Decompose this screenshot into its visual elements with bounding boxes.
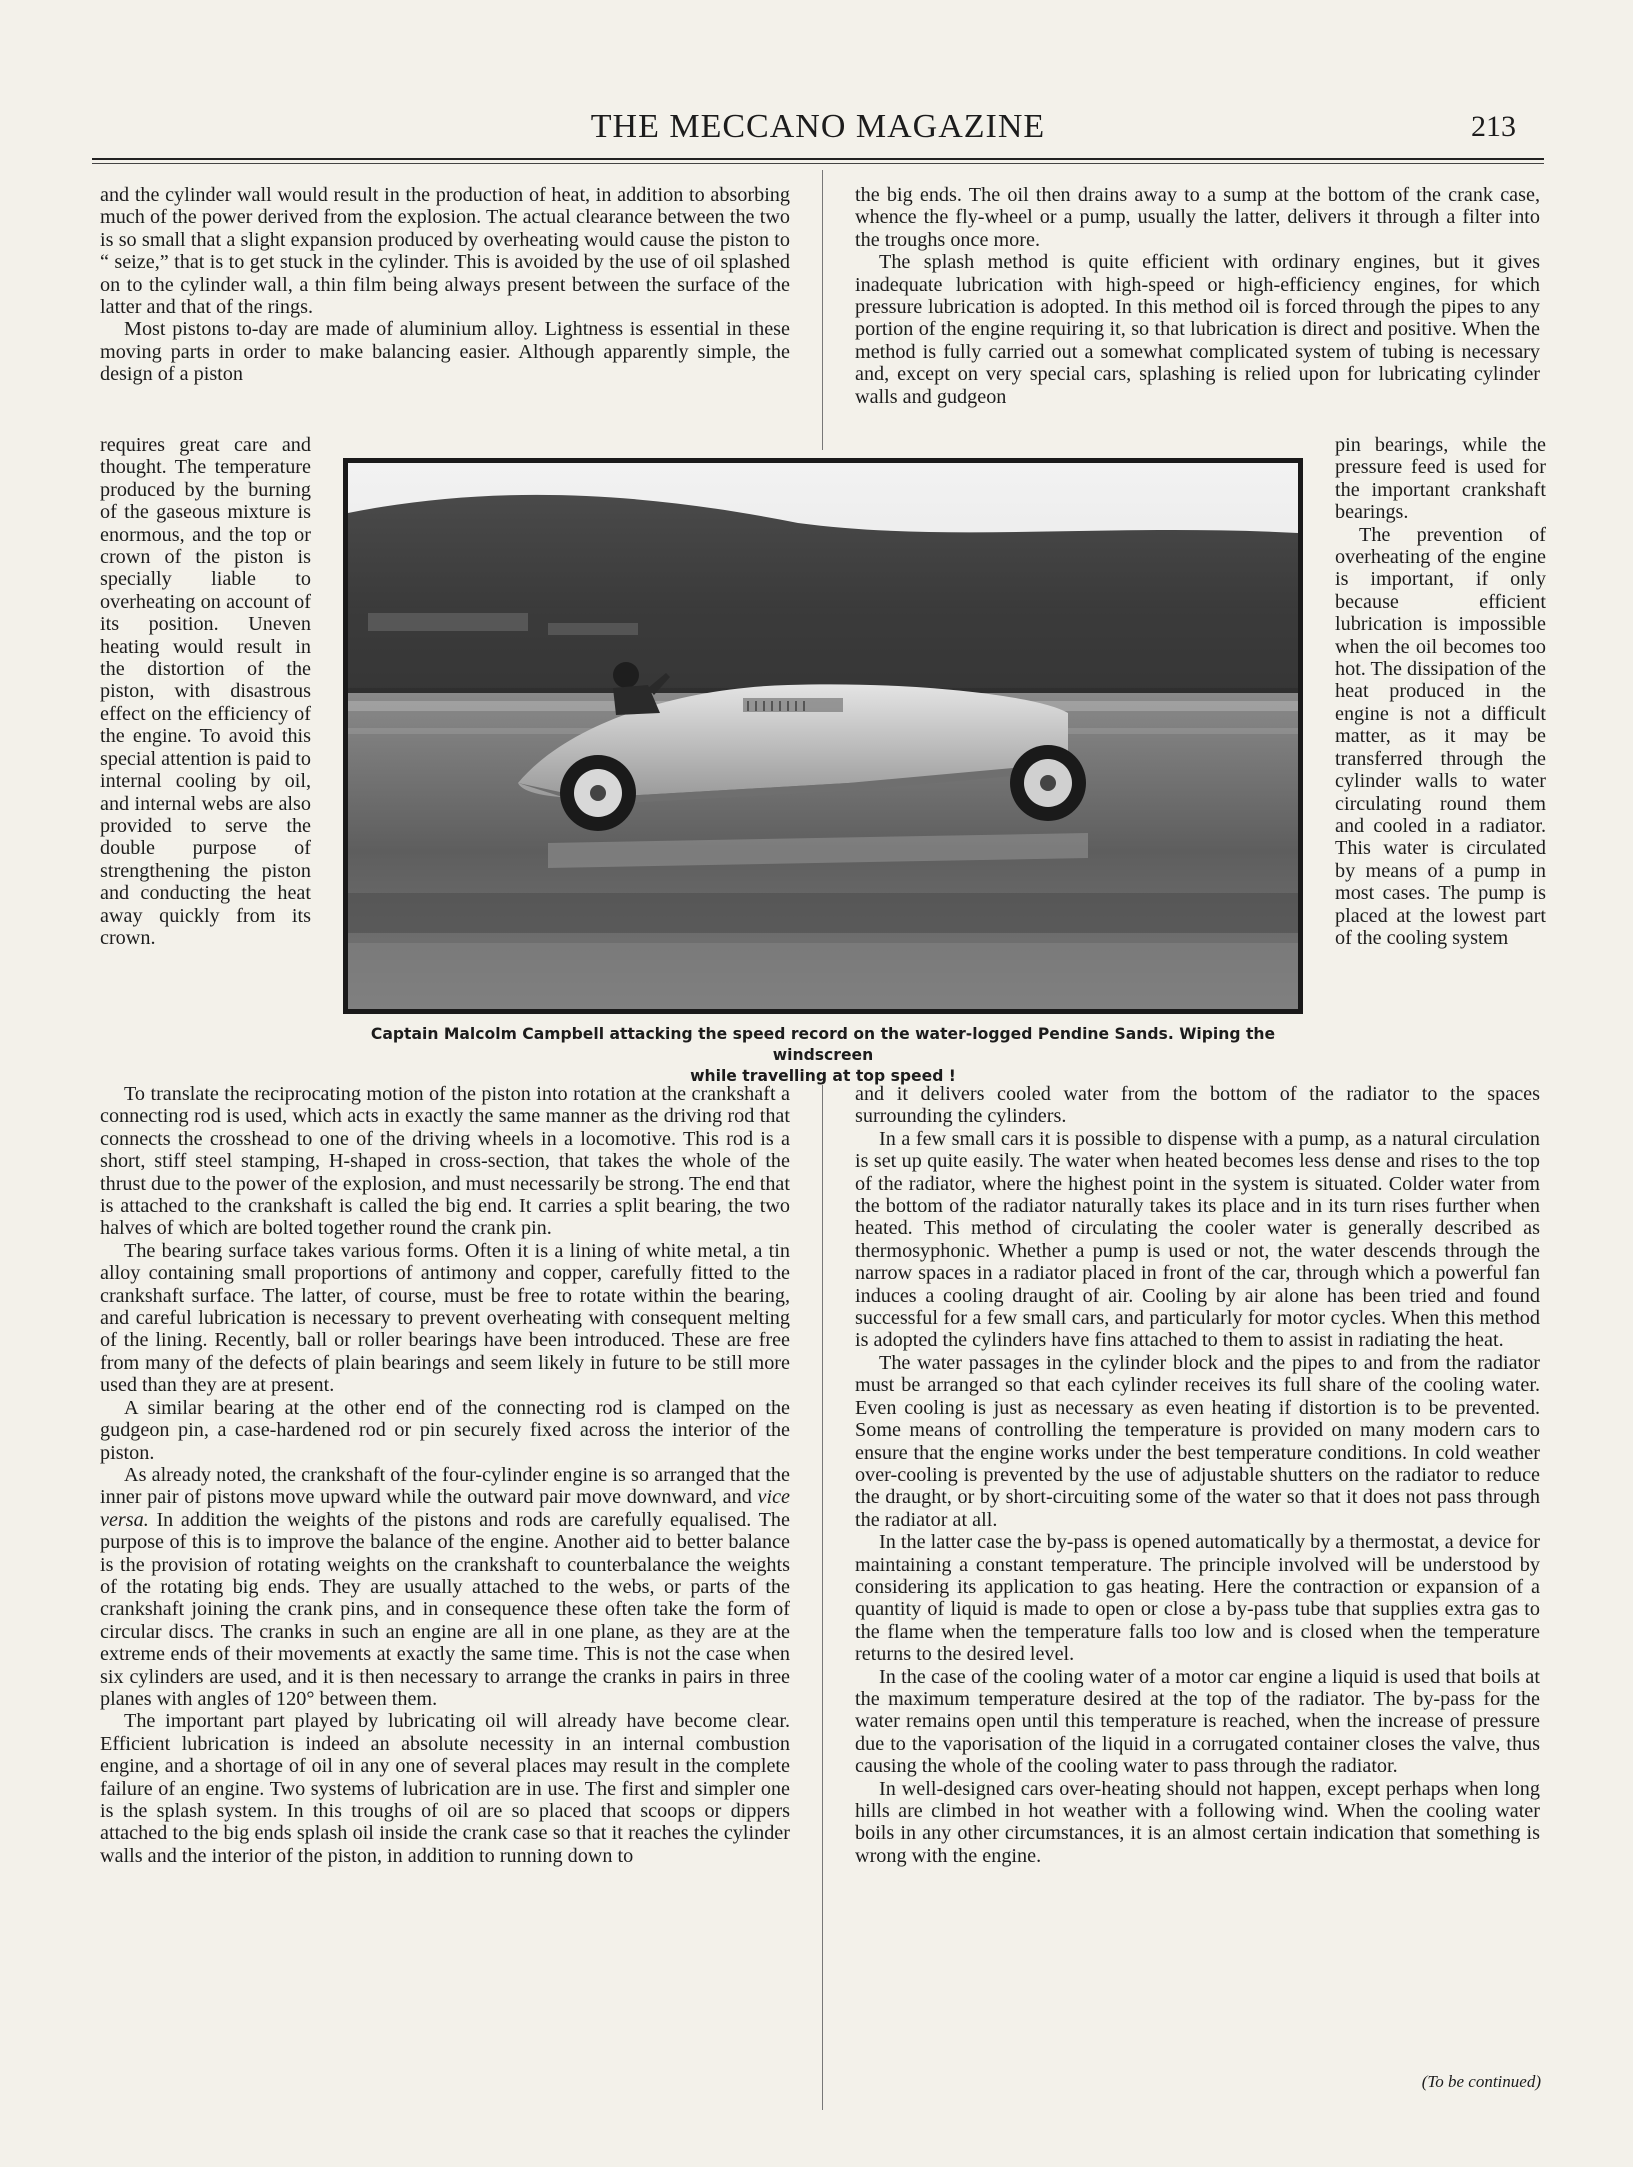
paragraph: The important part played by lubricating oil will already have become clear. Efficient lubrication is indeed an absolute necessity in an internal combustion engine, and a shortage of oil in any one of several places may result in the complete failure of an engine. Two systems of lubrication are in use. The first and simpler one is the splash system. In this troughs of oil are so placed that scoops or dippers attached to the big ends splash oil inside the crank case so that it reaches the cylinder walls and the interior of the piston, in addition to running down to — [100, 1710, 790, 1867]
left-column-narrow — [100, 434, 311, 949]
paragraph: the big ends. The oil then drains away to a sump at the bottom of the crank case, whence the fly-wheel or a pump, usually the latter, delivers it through a filter into the troughs once more. — [855, 184, 1540, 251]
paragraph: pin bearings, while the pressure feed is used for the important crankshaft bearings. — [1335, 434, 1546, 524]
right-column-top — [855, 184, 1540, 408]
right-column-bottom — [855, 1083, 1540, 1867]
paragraph: To translate the reciprocating motion of the piston into rotation at the crankshaft a connecting rod is used, which acts in exactly the same manner as the driving rod that connects the crosshead to one of the driving wheels in a locomotive. This rod is a short, stiff steel stamping, H-shaped in cross-section, that takes the whole of the thrust due to the power of the explosion, and must necessarily be strong. The end that is attached to the crankshaft is called the big end. It carries a split bearing, the two halves of which are bolted together round the crank pin. — [100, 1083, 790, 1240]
page-number: 213 — [1471, 110, 1516, 143]
paragraph: The water passages in the cylinder block and the pipes to and from the radiator must be arranged so that each cylinder receives its full share of the cooling water. Even cooling is just as necessary as even heating if distortion is to be prevented. Some means of controlling the temperature is provided on many modern cars to ensure that the engine works under the best temperature conditions. In cold weather over-cooling is prevented by the use of adjustable shutters on the radiator to reduce the draught, or by short-circuiting some of the water so that it does not pass through the radiator at all. — [855, 1351, 1540, 1531]
caption-line: Captain Malcolm Campbell attacking the speed record on the water-logged Pendine Sands. Wiping the windscreen — [370, 1025, 1276, 1064]
paragraph: The prevention of overheating of the engine is important, if only because efficient lubrication is impossible when the oil becomes too hot. The dissipation of the heat produced in the engine is not a difficult matter, as it may be transferred through the cylinder walls to water circulating round them and cooled in a radiator. This water is circulated by means of a pump in most cases. The pump is placed at the lowest part of the cooling system — [1335, 523, 1547, 949]
paragraph: The bearing surface takes various forms. Often it is a lining of white metal, a tin alloy containing small proportions of antimony and copper, carefully fitted to the crankshaft surface. The latter, of course, must be free to rotate within the bearing, and careful lubrication is necessary to prevent overheating with consequent melting of the lining. Recently, ball or roller bearings have been introduced. These are free from many of the defects of plain bearings and seem likely in future to be still more used than they are at present. — [100, 1239, 790, 1397]
paragraph: The splash method is quite efficient with ordinary engines, but it gives inadequate lubrication with high-speed or high-efficiency engines, for which pressure lubrication is adopted. In this method oil is forced through the pipes to any portion of the engine requiring it, so that lubrication is direct and positive. When the method is fully carried out a somewhat complicated system of tubing is necessary and, except on very special cars, splashing is relied upon for lubricating cylinder walls and gudgeon — [855, 251, 1540, 408]
header-rule — [92, 158, 1544, 160]
right-column-narrow — [1335, 434, 1546, 949]
caption-line: while travelling at top speed ! — [690, 1067, 956, 1085]
paragraph — [100, 1464, 790, 1710]
paragraph: Most pistons to-day are made of aluminium alloy. Lightness is essential in these moving parts in order to make balancing easier. Although apparently simple, the design of a piston — [100, 318, 790, 386]
column-divider-bottom — [822, 1085, 823, 2110]
paragraph: A similar bearing at the other end of the connecting rod is clamped on the gudgeon pin, a case-hardened rod or pin securely fixed across the interior of the piston. — [100, 1396, 790, 1464]
page-header — [92, 108, 1544, 156]
left-column-bottom — [100, 1083, 790, 1867]
photo-caption — [340, 1024, 1306, 1087]
magazine-title: THE MECCANO MAGAZINE — [590, 108, 1046, 145]
text-run: As already noted, the crankshaft of the four-cylinder engine is so arranged that the inner pair of pistons move upward while the outward pair move downward, and — [100, 1463, 790, 1509]
paragraph: In the latter case the by-pass is opened automatically by a thermostat, a device for maintaining a constant temperature. The principle involved will be understood by considering its application to gas heating. Here the contraction or expansion of a quantity of liquid is made to open or close a by-pass tube that supplies extra gas to the flame when the temperature falls too low and is closed when the temperature returns to the desired level. — [855, 1531, 1540, 1666]
paragraph: In a few small cars it is possible to dispense with a pump, as a natural circulation is set up quite easily. The water when heated becomes less dense and rises to the top of the radiator, where the highest point in the system is situated. Colder water from the bottom of the radiator naturally takes its place and in its turn rises further when heated. This method of circulating the cooler water is generally described as thermosyphonic. Whether a pump is used or not, the water descends through the narrow spaces in a radiator placed in front of the car, through which a powerful fan induces a cooling draught of air. Cooling by air alone has been tried and found successful for a few small cars, and particularly for motor cycles. When this method is adopted the cylinders have fins attached to them to assist in radiating the heat. — [855, 1127, 1540, 1352]
paragraph: and the cylinder wall would result in the production of heat, in addition to absorbing much of the power derived from the explosion. The actual clearance between the two is so small that a slight expansion produced by overheating would cause the piston to “ seize,” that is to get stuck in the cylinder. This is avoided by the use of oil splashed on to the cylinder wall, a thin film being always present between the surface of the latter and that of the rings. — [100, 184, 790, 319]
paragraph: and it delivers cooled water from the bottom of the radiator to the spaces surrounding the cylinders. — [855, 1083, 1540, 1128]
column-divider-top — [822, 170, 823, 450]
italic-phrase: vice versa. — [100, 1486, 790, 1531]
race-car-image — [348, 463, 1298, 1009]
to-be-continued-note: (To be continued) — [1421, 2072, 1541, 2091]
left-column-top — [100, 184, 790, 386]
paragraph: In the case of the cooling water of a motor car engine a liquid is used that boils at the maximum temperature desired at the top of the radiator. The by-pass for the water remains open until this temperature is reached, when the increase of pressure due to the vaporisation of the liquid in a corrugated container closes the valve, thus causing the whole of the cooling water to pass through the radiator. — [855, 1665, 1540, 1778]
paragraph: In well-designed cars over-heating should not happen, except perhaps when long hills are climbed in hot weather with a following wind. When the cooling water boils in any other circumstances, it is an almost certain indication that something is wrong with the engine. — [855, 1777, 1540, 1867]
text-run: In addition the weights of the pistons and rods are carefully equalised. The purpose of this is to improve the balance of the engine. Another aid to better balance is the provision of rotating weights on the crankshaft to counterbalance the weights of the rotating big ends. They are usually attached to the webs, or parts of the crankshaft joining the crank pins, and in consequence these often take the form of circular discs. The cranks in such an engine are all in one plane, as they are at the extreme ends of their movements at exactly the same time. This is not the case when six cylinders are used, and it is then necessary to arrange the cranks in pairs in three planes with angles of 120° between them. — [100, 1508, 790, 1710]
speed-record-photo — [343, 458, 1303, 1014]
header-rule-thin — [92, 163, 1544, 164]
paragraph: requires great care and thought. The temperature produced by the burning of the gaseous mixture is enormous, and the top or crown of the piston is specially liable to overheating on account of its position. Uneven heating would result in the distortion of the piston, with disastrous effect on the efficiency of the engine. To avoid this special attention is paid to internal cooling by oil, and internal webs are also provided to serve the double purpose of strengthening the piston and conducting the heat away quickly from its crown. — [100, 434, 311, 949]
